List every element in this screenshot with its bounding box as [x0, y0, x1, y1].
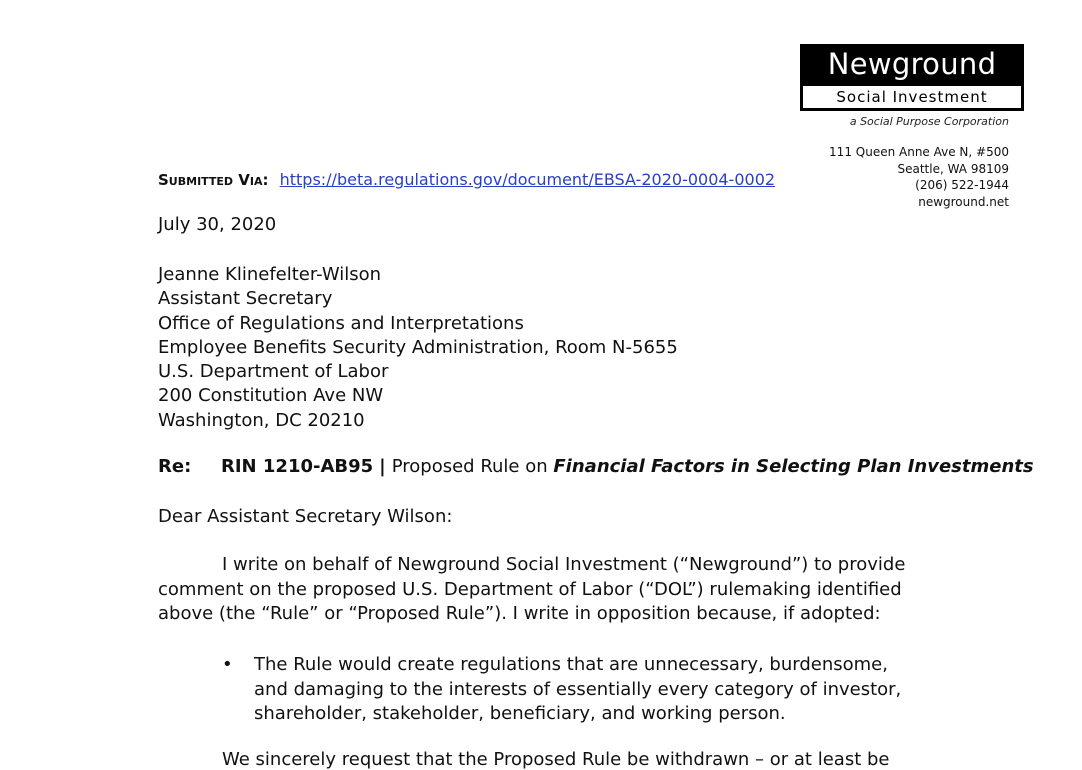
recipient-street: 200 Constitution Ave NW [158, 385, 384, 407]
recipient-name: Jeanne Klinefelter-Wilson [158, 264, 382, 285]
submitted-via-label: Submitted Via: [158, 171, 269, 189]
logo-name: Newground [827, 47, 997, 81]
paragraph-line: comment on the proposed U.S. Department of Labor (“DOL”) rulemaking identified [158, 578, 902, 600]
letter-date: July 30, 2020 [158, 214, 277, 235]
logo-subtitle: Social Investment [836, 88, 988, 106]
recipient-city: Washington, DC 20210 [158, 409, 365, 431]
logo-subtitle-box [803, 86, 1021, 108]
paragraph-line: above (the “Rule” or “Proposed Rule”). I write in opposition because, if adopted: [158, 603, 881, 624]
address-street: 111 Queen Anne Ave N, #500 [829, 145, 1009, 159]
bullet-line: The Rule would create regulations that are unnecessary, burdensome, [254, 654, 888, 675]
subject-separator: | [379, 456, 386, 477]
subject-rin: RIN 1210-AB95 [221, 456, 374, 477]
subject-label: Re: [158, 456, 192, 477]
recipient-title: Assistant Secretary [158, 288, 333, 310]
bullet-line: and damaging to the interests of essentially every category of investor, [254, 678, 902, 700]
salutation: Dear Assistant Secretary Wilson: [158, 506, 453, 527]
body-paragraph [158, 553, 918, 627]
bullet-text [254, 653, 914, 727]
recipient-block [158, 263, 678, 433]
subject-text: Proposed Rule on [391, 456, 548, 477]
company-address [829, 144, 1009, 210]
bullet-icon: • [222, 654, 233, 675]
company-logo [800, 44, 1024, 111]
company-tagline: a Social Purpose Corporation [849, 115, 1009, 128]
recipient-office: Office of Regulations and Interpretations [158, 312, 524, 334]
subject-line [158, 456, 1034, 477]
submitted-via [158, 170, 775, 189]
address-phone: (206) 522-1944 [915, 178, 1009, 192]
paragraph-line: I write on behalf of Newground Social Investment (“Newground”) to provide [222, 554, 906, 575]
bullet-line: shareholder, stakeholder, beneficiary, and working person. [254, 703, 786, 724]
subject-title: Financial Factors in Selecting Plan Investments [553, 456, 1034, 477]
address-website: newground.net [918, 194, 1009, 209]
recipient-administration: Employee Benefits Security Administration, Room N-5655 [158, 336, 678, 358]
submission-link[interactable]: https://beta.regulations.gov/document/EBSA-2020-0004-0002 [279, 170, 776, 189]
closing-line: We sincerely request that the Proposed Rule be withdrawn – or at least be [222, 749, 890, 770]
recipient-department: U.S. Department of Labor [158, 361, 389, 383]
address-city: Seattle, WA 98109 [897, 161, 1009, 176]
